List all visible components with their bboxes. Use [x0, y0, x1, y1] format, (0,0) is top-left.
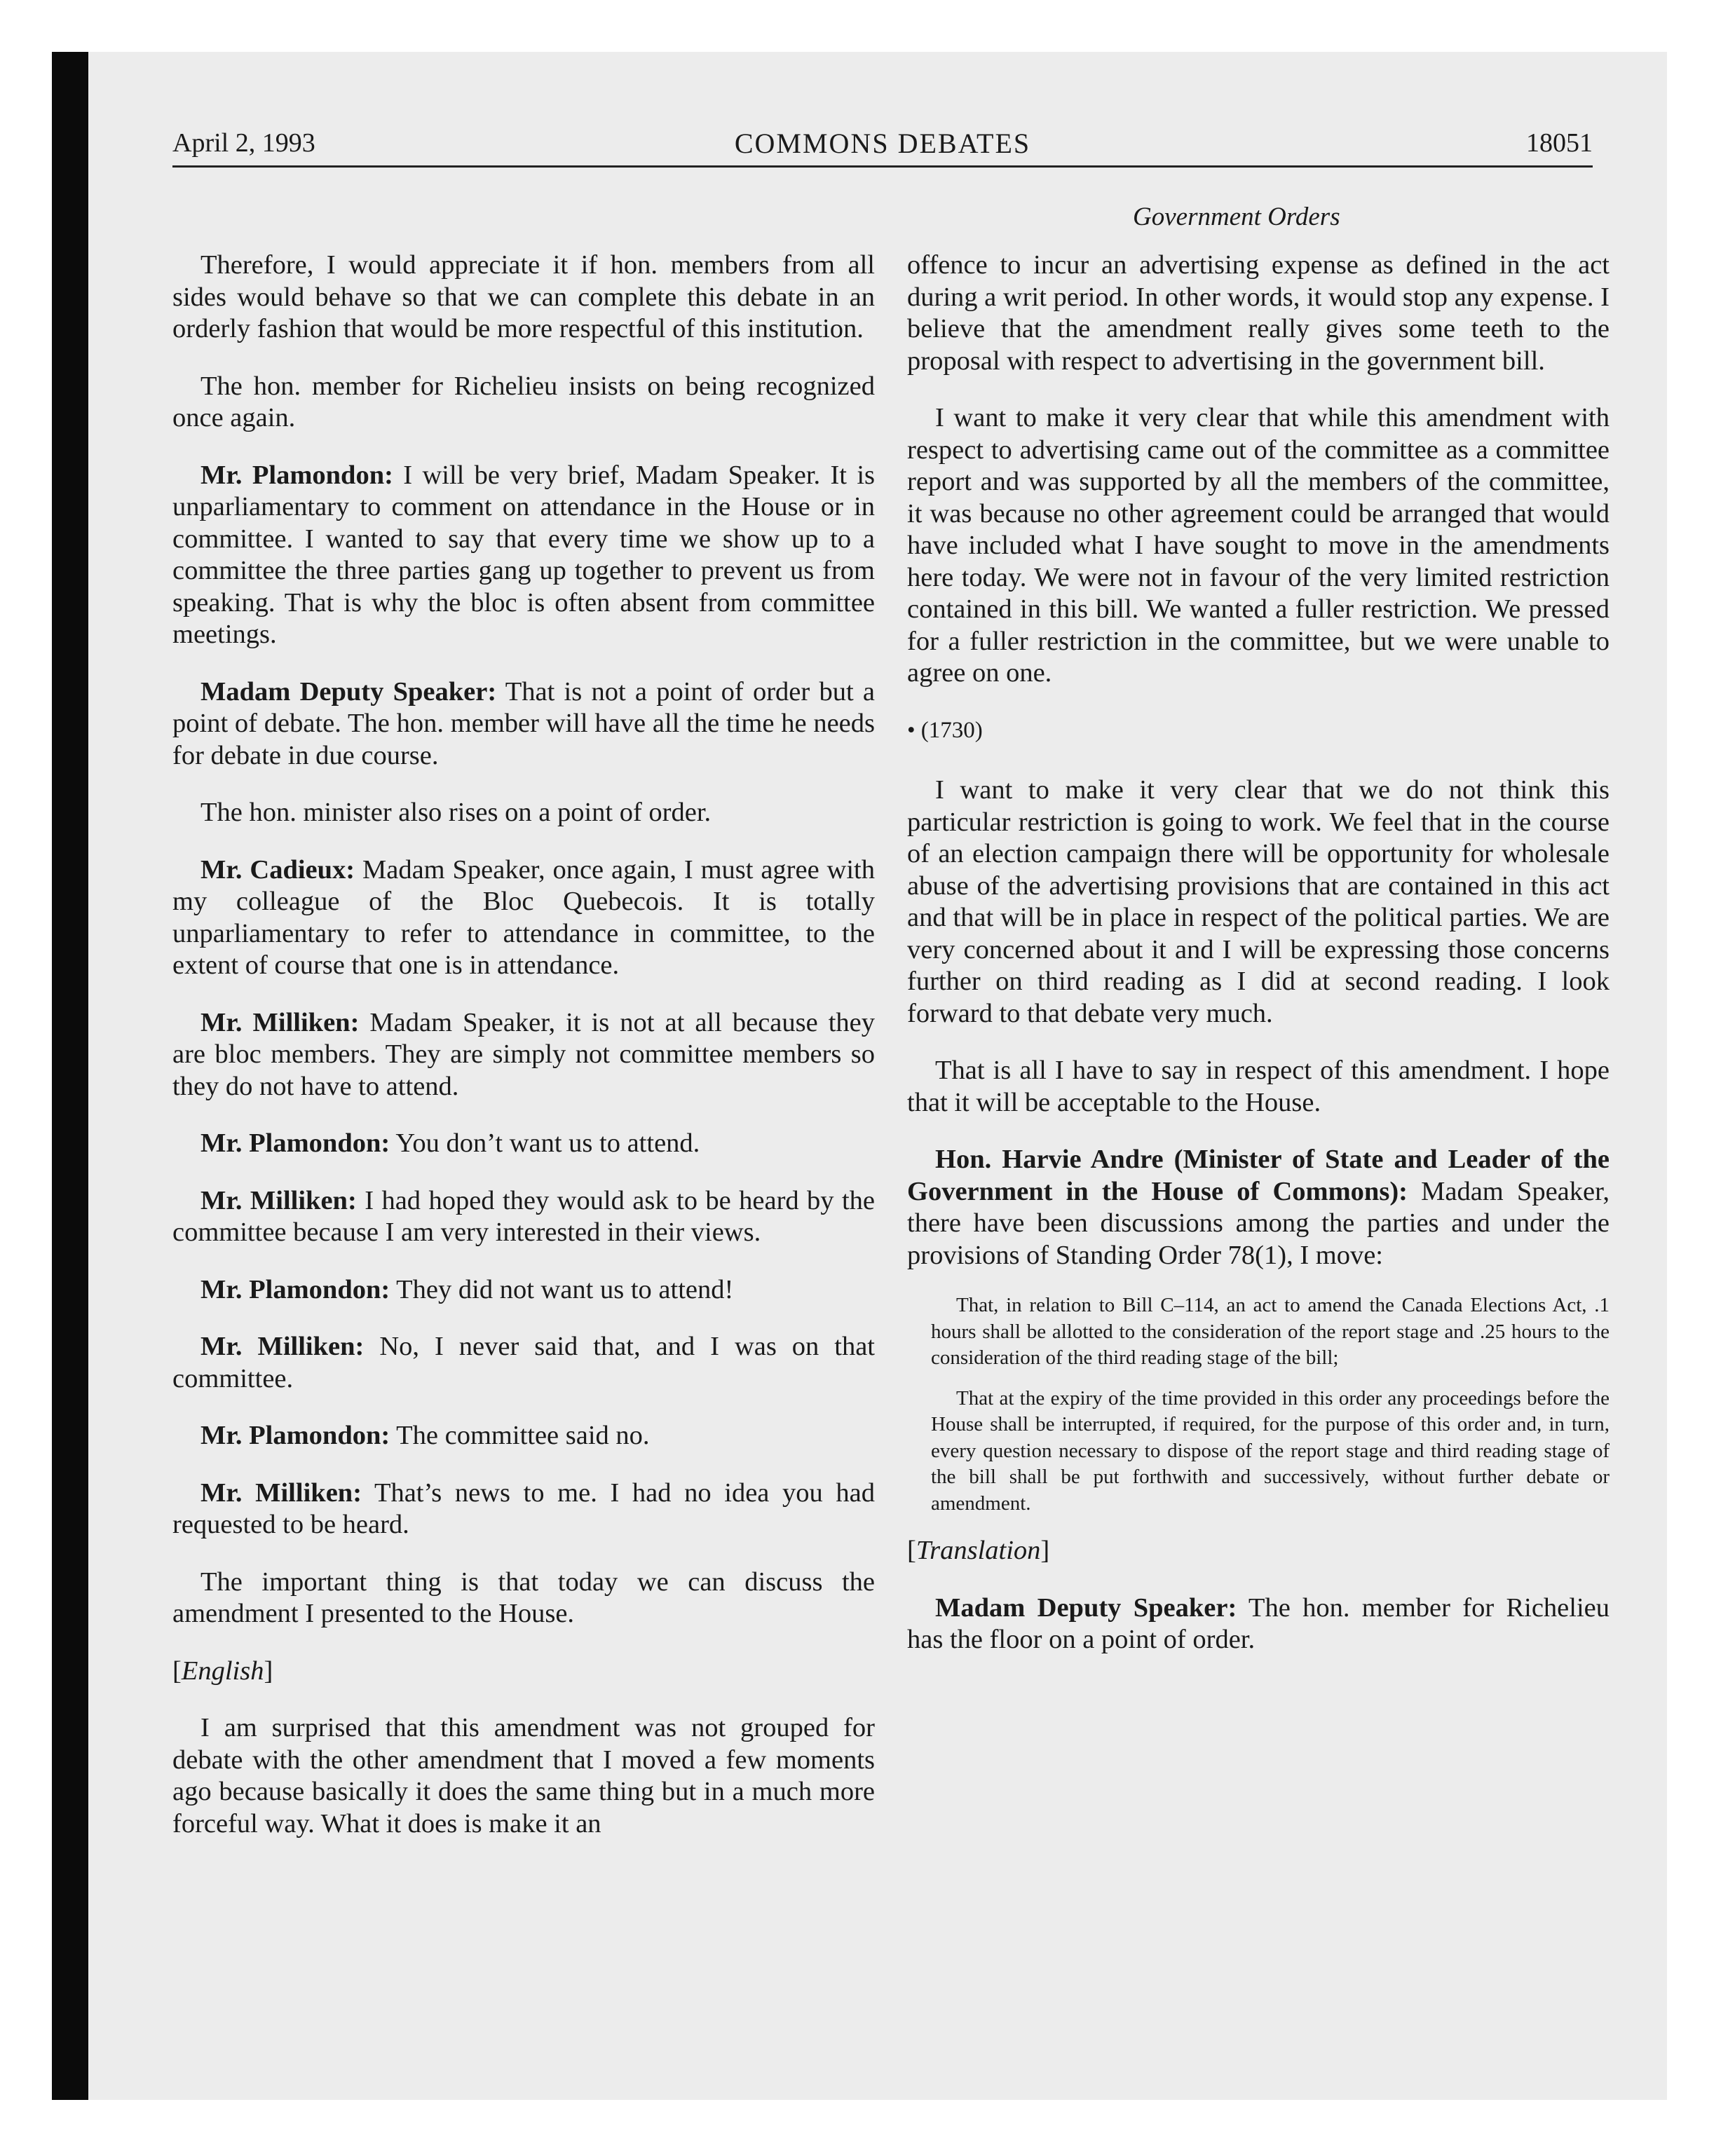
speech-text: The committee said no.	[390, 1421, 650, 1450]
speech	[172, 1274, 875, 1306]
speech	[172, 1331, 875, 1395]
paragraph: The important thing is that today we can discuss the amendment I presented to the House.	[172, 1567, 875, 1628]
paragraph: Therefore, I would appreciate it if hon. members from all sides would behave so that we can complete this debate in an orderly fashion that would be more respectful of this institution.	[172, 250, 875, 343]
paragraph: The hon. member for Richelieu insists on being recognized once again.	[172, 371, 875, 432]
speech-text: The hon. member for Richelieu has the floor on a point of order.	[907, 1592, 1610, 1654]
right-column	[907, 250, 1610, 1681]
section-label: Government Orders	[1133, 203, 1340, 231]
speaker-name: Hon. Harvie Andre (Minister of State and Leader of the Government in the House of Commons):	[907, 1145, 1610, 1206]
speaker-name: Mr. Plamondon:	[200, 1421, 390, 1450]
speaker-name: Mr. Plamondon:	[200, 1128, 390, 1158]
speech	[172, 1420, 875, 1452]
paragraph: That is all I have to say in respect of this amendment. I hope that it will be acceptable to the House.	[907, 1056, 1610, 1117]
language-tag: [English]	[172, 1656, 273, 1686]
speech	[907, 1592, 1610, 1656]
speech	[172, 460, 875, 651]
speaker-name: Mr. Plamondon:	[200, 1274, 390, 1304]
speech	[172, 854, 875, 982]
speech-text: I had hoped they would ask to be heard by the committee because I am very interested in their views.	[172, 1185, 876, 1247]
speaker-name: Mr. Cadieux:	[200, 854, 355, 885]
speaker-name: Madam Deputy Speaker:	[935, 1592, 1237, 1623]
timestamp: • (1730)	[907, 717, 983, 743]
speech-text: They did not want us to attend!	[390, 1274, 734, 1304]
speaker-name: Mr. Milliken:	[200, 1478, 362, 1508]
speaker-name: Mr. Milliken:	[200, 1185, 357, 1215]
speech	[172, 1128, 875, 1160]
speech-text: I will be very brief, Madam Speaker. It is unparliamentary to comment on attendance in the House or in committee. I wanted to say that every time we show up to a committee the three parties gang up together to prevent us from speaking. That is why the bloc is often absent from committee meetings.	[172, 460, 876, 649]
language-tag-text: Translation	[916, 1536, 1041, 1565]
header-page-number: 18051	[1526, 128, 1593, 158]
speech-text: Madam Speaker, once again, I must agree with my colleague of the Bloc Quebecois. It is totally unparliamentary to refer to attendance in committee, to the extent of course that one is in attendance.	[172, 854, 876, 980]
speech	[172, 1478, 875, 1541]
speech-text: That’s news to me. I had no idea you had requested to be heard.	[172, 1478, 876, 1539]
header-date: April 2, 1993	[172, 128, 315, 158]
scan-edge-bar	[52, 52, 88, 2100]
speech-text: No, I never said that, and I was on that committee.	[172, 1332, 876, 1393]
speech-text: That is not a point of order but a point of debate. The hon. member will have all the time he needs for debate in due course.	[172, 676, 875, 770]
paragraph: offence to incur an advertising expense as defined in the act during a writ period. In other words, it would stop any expense. I believe that the amendment really gives some teeth to the proposal with respect to advertising in the government bill.	[907, 250, 1610, 376]
paragraph: The hon. minister also rises on a point of order.	[200, 798, 712, 827]
header-title: COMMONS DEBATES	[734, 128, 1031, 159]
speaker-name: Madam Deputy Speaker:	[200, 676, 497, 707]
speech-text: You don’t want us to attend.	[390, 1128, 700, 1158]
speech-text: Madam Speaker, it is not at all because they are bloc members. They are simply not committee members so they do not have to attend.	[172, 1007, 875, 1101]
speech	[172, 1185, 875, 1249]
language-tag: [Translation]	[907, 1536, 1050, 1565]
speaker-name: Mr. Milliken:	[200, 1007, 360, 1037]
speech	[907, 1144, 1610, 1271]
motion-text: That, in relation to Bill C–114, an act to amend the Canada Elections Act, .1 hours shall be allotted to the consideration of the report stage and .25 hours to the consideration of the third reading stage of the bill;	[931, 1294, 1610, 1369]
language-tag-text: English	[181, 1656, 264, 1686]
speaker-name: Mr. Milliken:	[200, 1332, 365, 1361]
left-column	[172, 250, 875, 1865]
paragraph: I want to make it very clear that we do not think this particular restriction is going to work. We feel that in the course of an election campaign there will be opportunity for wholesale abuse of the advertising provisions that are contained in this act and that will be in place in respect of the political parties. We are very concerned about it and I will be expressing those concerns further on third reading as I did at second reading. I look forward to that debate very much.	[907, 775, 1610, 1028]
page-header	[172, 121, 1593, 168]
speech-text: Madam Speaker, there have been discussions among the parties and under the provisions of Standing Order 78(1), I move:	[907, 1176, 1610, 1270]
speech	[172, 1007, 875, 1103]
motion-text: That at the expiry of the time provided in this order any proceedings before the House shall be interrupted, if required, for the purpose of this order and, in turn, every question necessary to dispose of the report stage and third reading stage of the bill shall be put forthwith and successively, without further debate or amendment.	[931, 1386, 1610, 1515]
speech	[172, 676, 875, 772]
paragraph: I want to make it very clear that while this amendment with respect to advertising came out of the committee as a committee report and was supported by all the members of the committee, it was because no other agreement could be arranged that would have included what I have sought to move in the amendments here today. We were not in favour of the very limited restriction contained in this bill. We wanted a fuller restriction. We pressed for a fuller restriction in the committee, but we were unable to agree on one.	[907, 403, 1610, 688]
paragraph: I am surprised that this amendment was not grouped for debate with the other amendment that I moved a few moments ago because basically it does the same thing but in a much more forceful way. What it does is make it an	[172, 1713, 875, 1838]
speaker-name: Mr. Plamondon:	[200, 460, 393, 490]
